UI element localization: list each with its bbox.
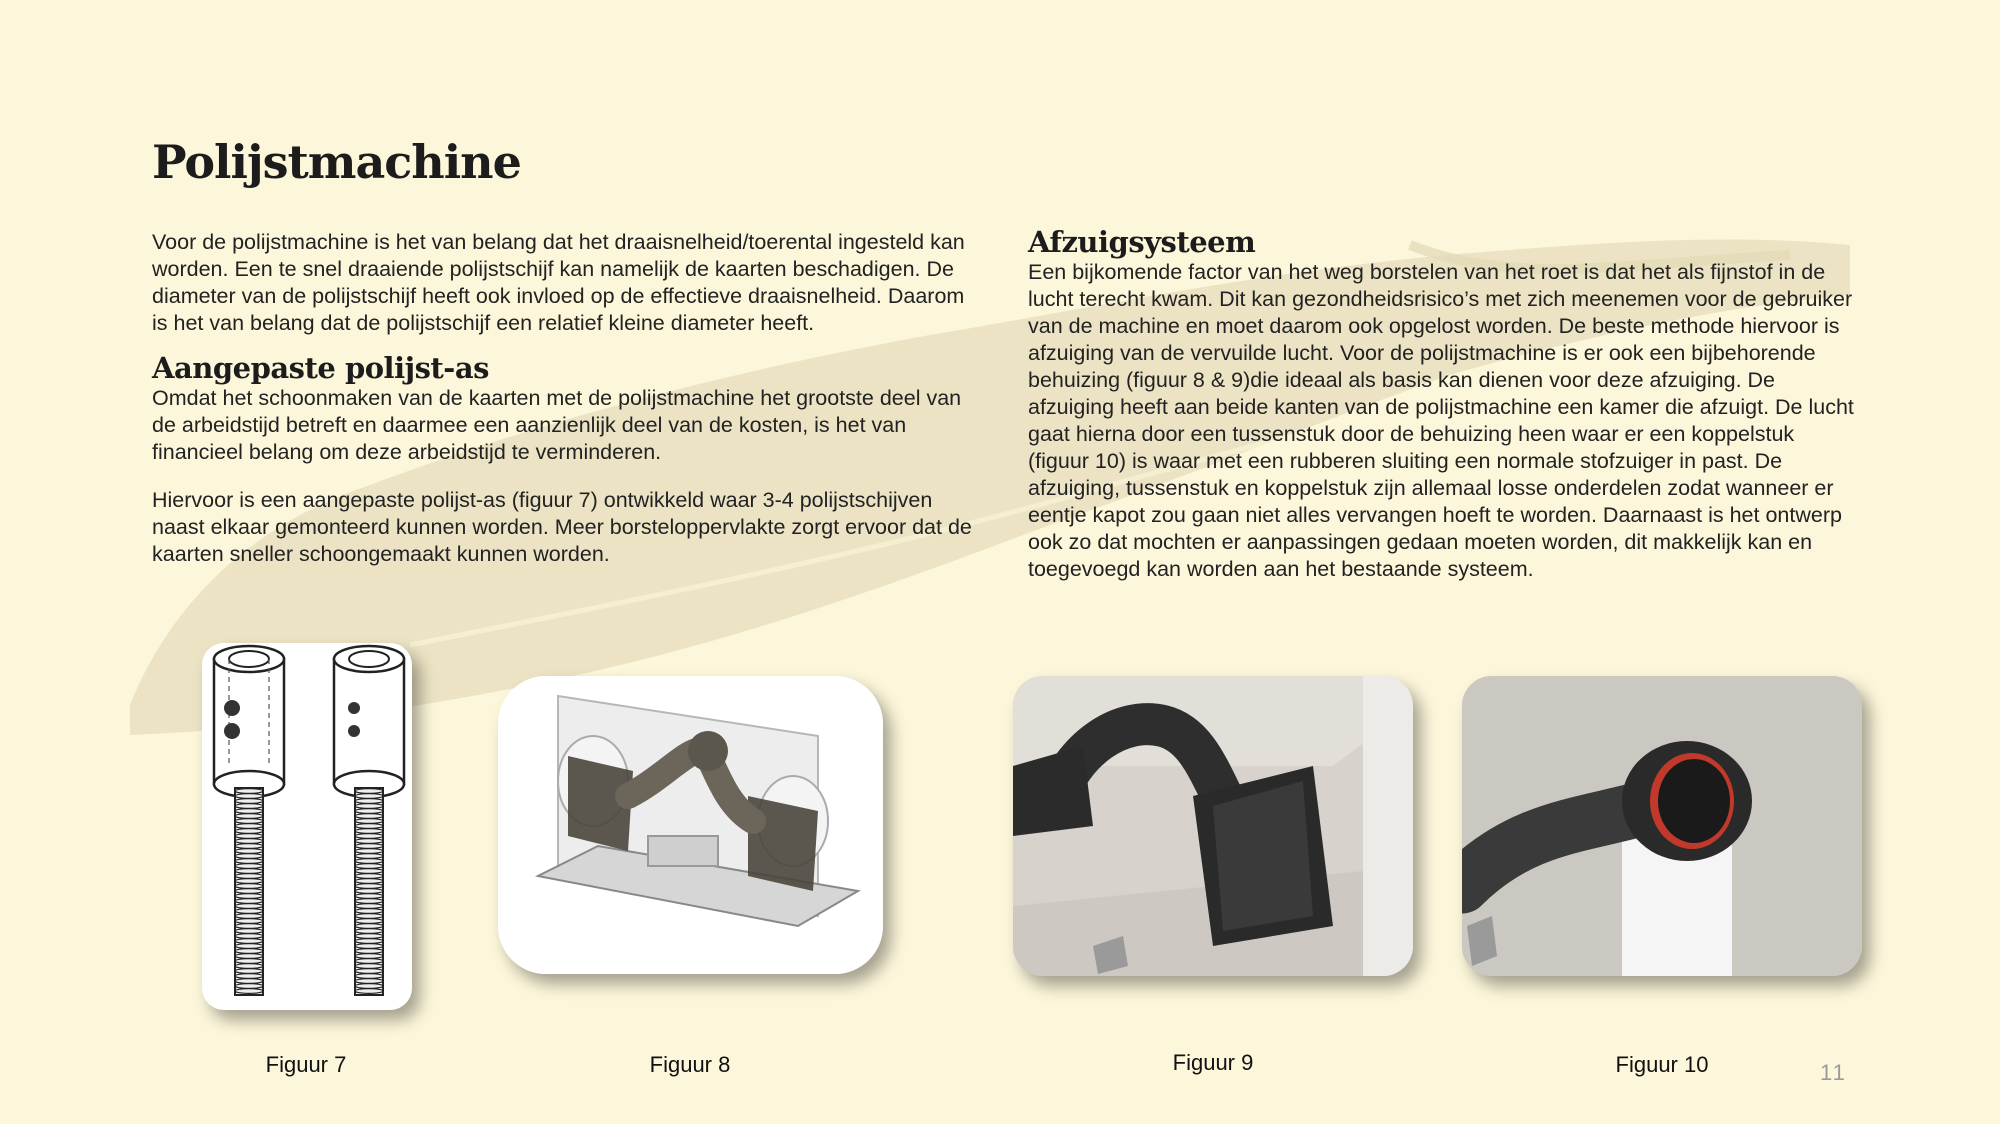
- figure-10-image: [1462, 676, 1862, 976]
- heading-polijst-as: Aangepaste polijst-as: [152, 351, 489, 385]
- figure-8-caption: Figuur 8: [649, 1052, 731, 1077]
- figure-10-caption: Figuur 10: [1615, 1052, 1709, 1077]
- polijst-as-paragraph-2: Hiervoor is een aangepaste polijst-as (figuur 7) ontwikkeld waar 3-4 polijstschijven naast elkaar gemonteerd kunnen worden. Meer borsteloppervlakte zorgt ervoor dat de kaarten sneller schoongemaakt kunnen worden.: [152, 487, 972, 566]
- figure-9-image: [1013, 676, 1413, 976]
- figure-8-image: [498, 676, 883, 974]
- figure-7-caption: Figuur 7: [265, 1052, 347, 1077]
- figure-7-image: [202, 643, 412, 1010]
- figure-9-caption: Figuur 9: [1172, 1050, 1254, 1075]
- heading-afzuigsysteem: Afzuigsysteem: [1028, 225, 1256, 259]
- page-title: Polijstmachine: [152, 135, 521, 189]
- intro-paragraph: Voor de polijstmachine is het van belang dat het draaisnelheid/toerental ingesteld kan worden. Een te snel draaiende polijstschijf kan namelijk de kaarten beschadigen. De diameter van de polijstschijf heeft ook invloed op de effectieve draaisnelheid. Daarom is het van belang dat de polijstschijf een relatief kleine diameter heeft.: [152, 230, 965, 335]
- polijst-as-paragraph-1: Omdat het schoonmaken van de kaarten met de polijstmachine het grootste deel van de arbeidstijd betreft en daarmee een aanzienlijk deel van de kosten, is het van financieel belang om deze arbeidstijd te verminderen.: [152, 385, 962, 464]
- afzuigsysteem-paragraph: Een bijkomende factor van het weg borstelen van het roet is dat het als fijnstof in de lucht terecht kwam. Dit kan gezondheidsrisico’s met zich meenemen voor de gebruiker van de machine en moet daarom ook opgelost worden. De beste methode hiervoor is afzuiging van de vervuilde lucht. Voor de polijstmachine is er ook een bijbehorende behuizing (figuur 8 & 9)die ideaal als basis kan dienen voor deze afzuiging. De afzuiging heeft aan beide kanten van de polijstmachine een kamer die afzuigt. De lucht gaat hierna door een tussenstuk door de behuizing heen waar er een koppelstuk (figuur 10) is waar met een rubberen sluiting een normale stofzuiger in past. De afzuiging, tussenstuk en koppelstuk zijn allemaal losse onderdelen zodat wanneer er eentje kapot zou gaan niet alles vervangen hoeft te worden. Daarnaast is het ontwerp ook zo dat mochten er aanpassingen gedaan moeten worden, dit makkelijk kan en toegevoegd kan worden aan het bestaande systeem.: [1028, 259, 1854, 581]
- left-column: [152, 229, 982, 568]
- page-number: 11: [1820, 1060, 1847, 1085]
- right-column: [1028, 227, 1858, 583]
